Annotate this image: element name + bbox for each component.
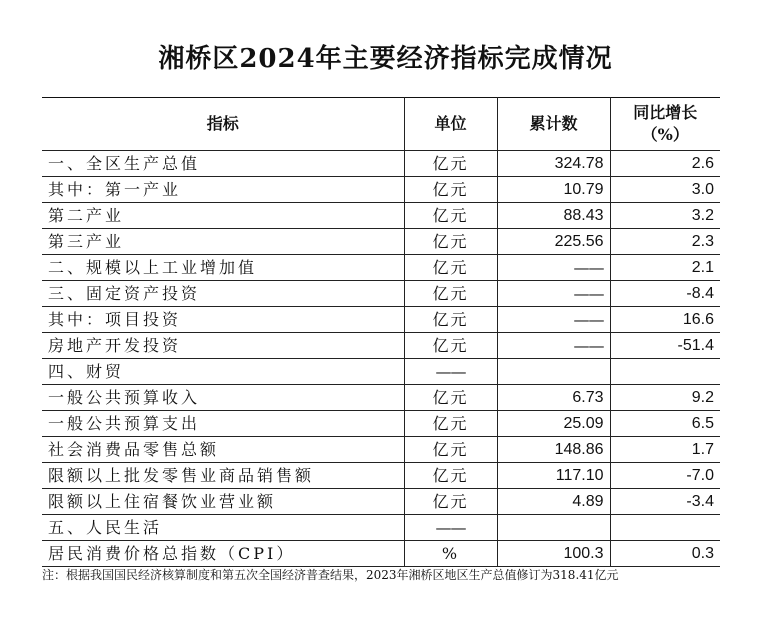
unit-cell: 亿元 bbox=[404, 437, 497, 463]
unit-cell: 亿元 bbox=[404, 229, 497, 255]
unit-cell: % bbox=[404, 541, 497, 567]
header-row bbox=[42, 98, 720, 151]
cumulative-cell: 4.89 bbox=[497, 489, 610, 515]
cumulative-cell: 148.86 bbox=[497, 437, 610, 463]
indicator-name: 限额以上批发零售业商品销售额 bbox=[42, 463, 404, 489]
table-row bbox=[42, 151, 720, 177]
unit-cell: 亿元 bbox=[404, 307, 497, 333]
unit-cell: 亿元 bbox=[404, 255, 497, 281]
growth-cell: 2.3 bbox=[610, 229, 720, 255]
footnote: 注：根据我国国民经济核算制度和第五次全国经济普查结果，2023年湘桥区地区生产总值修订为318.41亿元 bbox=[42, 568, 619, 582]
indicator-name: 第二产业 bbox=[42, 203, 404, 229]
growth-cell: 9.2 bbox=[610, 385, 720, 411]
indicator-name: 五、人民生活 bbox=[42, 515, 404, 541]
growth-cell bbox=[610, 359, 720, 385]
table-row bbox=[42, 229, 720, 255]
header-indicator: 指标 bbox=[42, 98, 404, 151]
table-row bbox=[42, 541, 720, 567]
table-row bbox=[42, 203, 720, 229]
table-row bbox=[42, 489, 720, 515]
table-body bbox=[42, 151, 720, 567]
cumulative-cell: —— bbox=[497, 333, 610, 359]
cumulative-cell bbox=[497, 359, 610, 385]
growth-cell: -8.4 bbox=[610, 281, 720, 307]
indicator-name: 其中：项目投资 bbox=[42, 307, 404, 333]
cumulative-cell: 6.73 bbox=[497, 385, 610, 411]
cumulative-cell: —— bbox=[497, 281, 610, 307]
growth-cell: 16.6 bbox=[610, 307, 720, 333]
indicator-name: 三、固定资产投资 bbox=[42, 281, 404, 307]
indicator-name: 四、财贸 bbox=[42, 359, 404, 385]
unit-cell: 亿元 bbox=[404, 385, 497, 411]
table-row bbox=[42, 463, 720, 489]
table-row bbox=[42, 307, 720, 333]
unit-cell: 亿元 bbox=[404, 151, 497, 177]
table-row bbox=[42, 437, 720, 463]
table-row bbox=[42, 411, 720, 437]
growth-cell: 2.6 bbox=[610, 151, 720, 177]
header-growth-line2: （%） bbox=[641, 125, 689, 144]
growth-cell: 0.3 bbox=[610, 541, 720, 567]
unit-cell: 亿元 bbox=[404, 333, 497, 359]
indicator-name: 二、规模以上工业增加值 bbox=[42, 255, 404, 281]
indicator-name: 一般公共预算支出 bbox=[42, 411, 404, 437]
growth-cell: 3.2 bbox=[610, 203, 720, 229]
page-title: 湘桥区2024年主要经济指标完成情况 bbox=[158, 44, 613, 74]
growth-cell: -7.0 bbox=[610, 463, 720, 489]
table-row bbox=[42, 359, 720, 385]
growth-cell: 3.0 bbox=[610, 177, 720, 203]
growth-cell: 2.1 bbox=[610, 255, 720, 281]
growth-cell bbox=[610, 515, 720, 541]
unit-cell: 亿元 bbox=[404, 203, 497, 229]
indicator-name: 居民消费价格总指数（CPI） bbox=[42, 541, 404, 567]
unit-cell: —— bbox=[404, 359, 497, 385]
header-growth-line1: 同比增长 bbox=[633, 103, 698, 122]
unit-cell: 亿元 bbox=[404, 411, 497, 437]
cumulative-cell: 117.10 bbox=[497, 463, 610, 489]
indicator-name: 一般公共预算收入 bbox=[42, 385, 404, 411]
cumulative-cell: —— bbox=[497, 255, 610, 281]
unit-cell: 亿元 bbox=[404, 489, 497, 515]
indicator-table bbox=[42, 97, 720, 567]
cumulative-cell: 88.43 bbox=[497, 203, 610, 229]
cumulative-cell: 10.79 bbox=[497, 177, 610, 203]
indicator-name: 第三产业 bbox=[42, 229, 404, 255]
indicator-name: 社会消费品零售总额 bbox=[42, 437, 404, 463]
unit-cell: 亿元 bbox=[404, 463, 497, 489]
cumulative-cell: 25.09 bbox=[497, 411, 610, 437]
indicator-name: 一、全区生产总值 bbox=[42, 151, 404, 177]
table-row bbox=[42, 255, 720, 281]
table-row bbox=[42, 281, 720, 307]
table-row bbox=[42, 515, 720, 541]
table-row bbox=[42, 333, 720, 359]
header-unit: 单位 bbox=[404, 98, 497, 151]
cumulative-cell: 324.78 bbox=[497, 151, 610, 177]
table-row bbox=[42, 385, 720, 411]
header-cumulative: 累计数 bbox=[497, 98, 610, 151]
table-row bbox=[42, 177, 720, 203]
cumulative-cell: 225.56 bbox=[497, 229, 610, 255]
header-growth bbox=[610, 98, 720, 151]
cumulative-cell bbox=[497, 515, 610, 541]
growth-cell: -51.4 bbox=[610, 333, 720, 359]
unit-cell: 亿元 bbox=[404, 177, 497, 203]
indicator-name: 房地产开发投资 bbox=[42, 333, 404, 359]
cumulative-cell: —— bbox=[497, 307, 610, 333]
indicator-name: 其中：第一产业 bbox=[42, 177, 404, 203]
growth-cell: -3.4 bbox=[610, 489, 720, 515]
cumulative-cell: 100.3 bbox=[497, 541, 610, 567]
indicator-name: 限额以上住宿餐饮业营业额 bbox=[42, 489, 404, 515]
unit-cell: 亿元 bbox=[404, 281, 497, 307]
unit-cell: —— bbox=[404, 515, 497, 541]
growth-cell: 1.7 bbox=[610, 437, 720, 463]
growth-cell: 6.5 bbox=[610, 411, 720, 437]
